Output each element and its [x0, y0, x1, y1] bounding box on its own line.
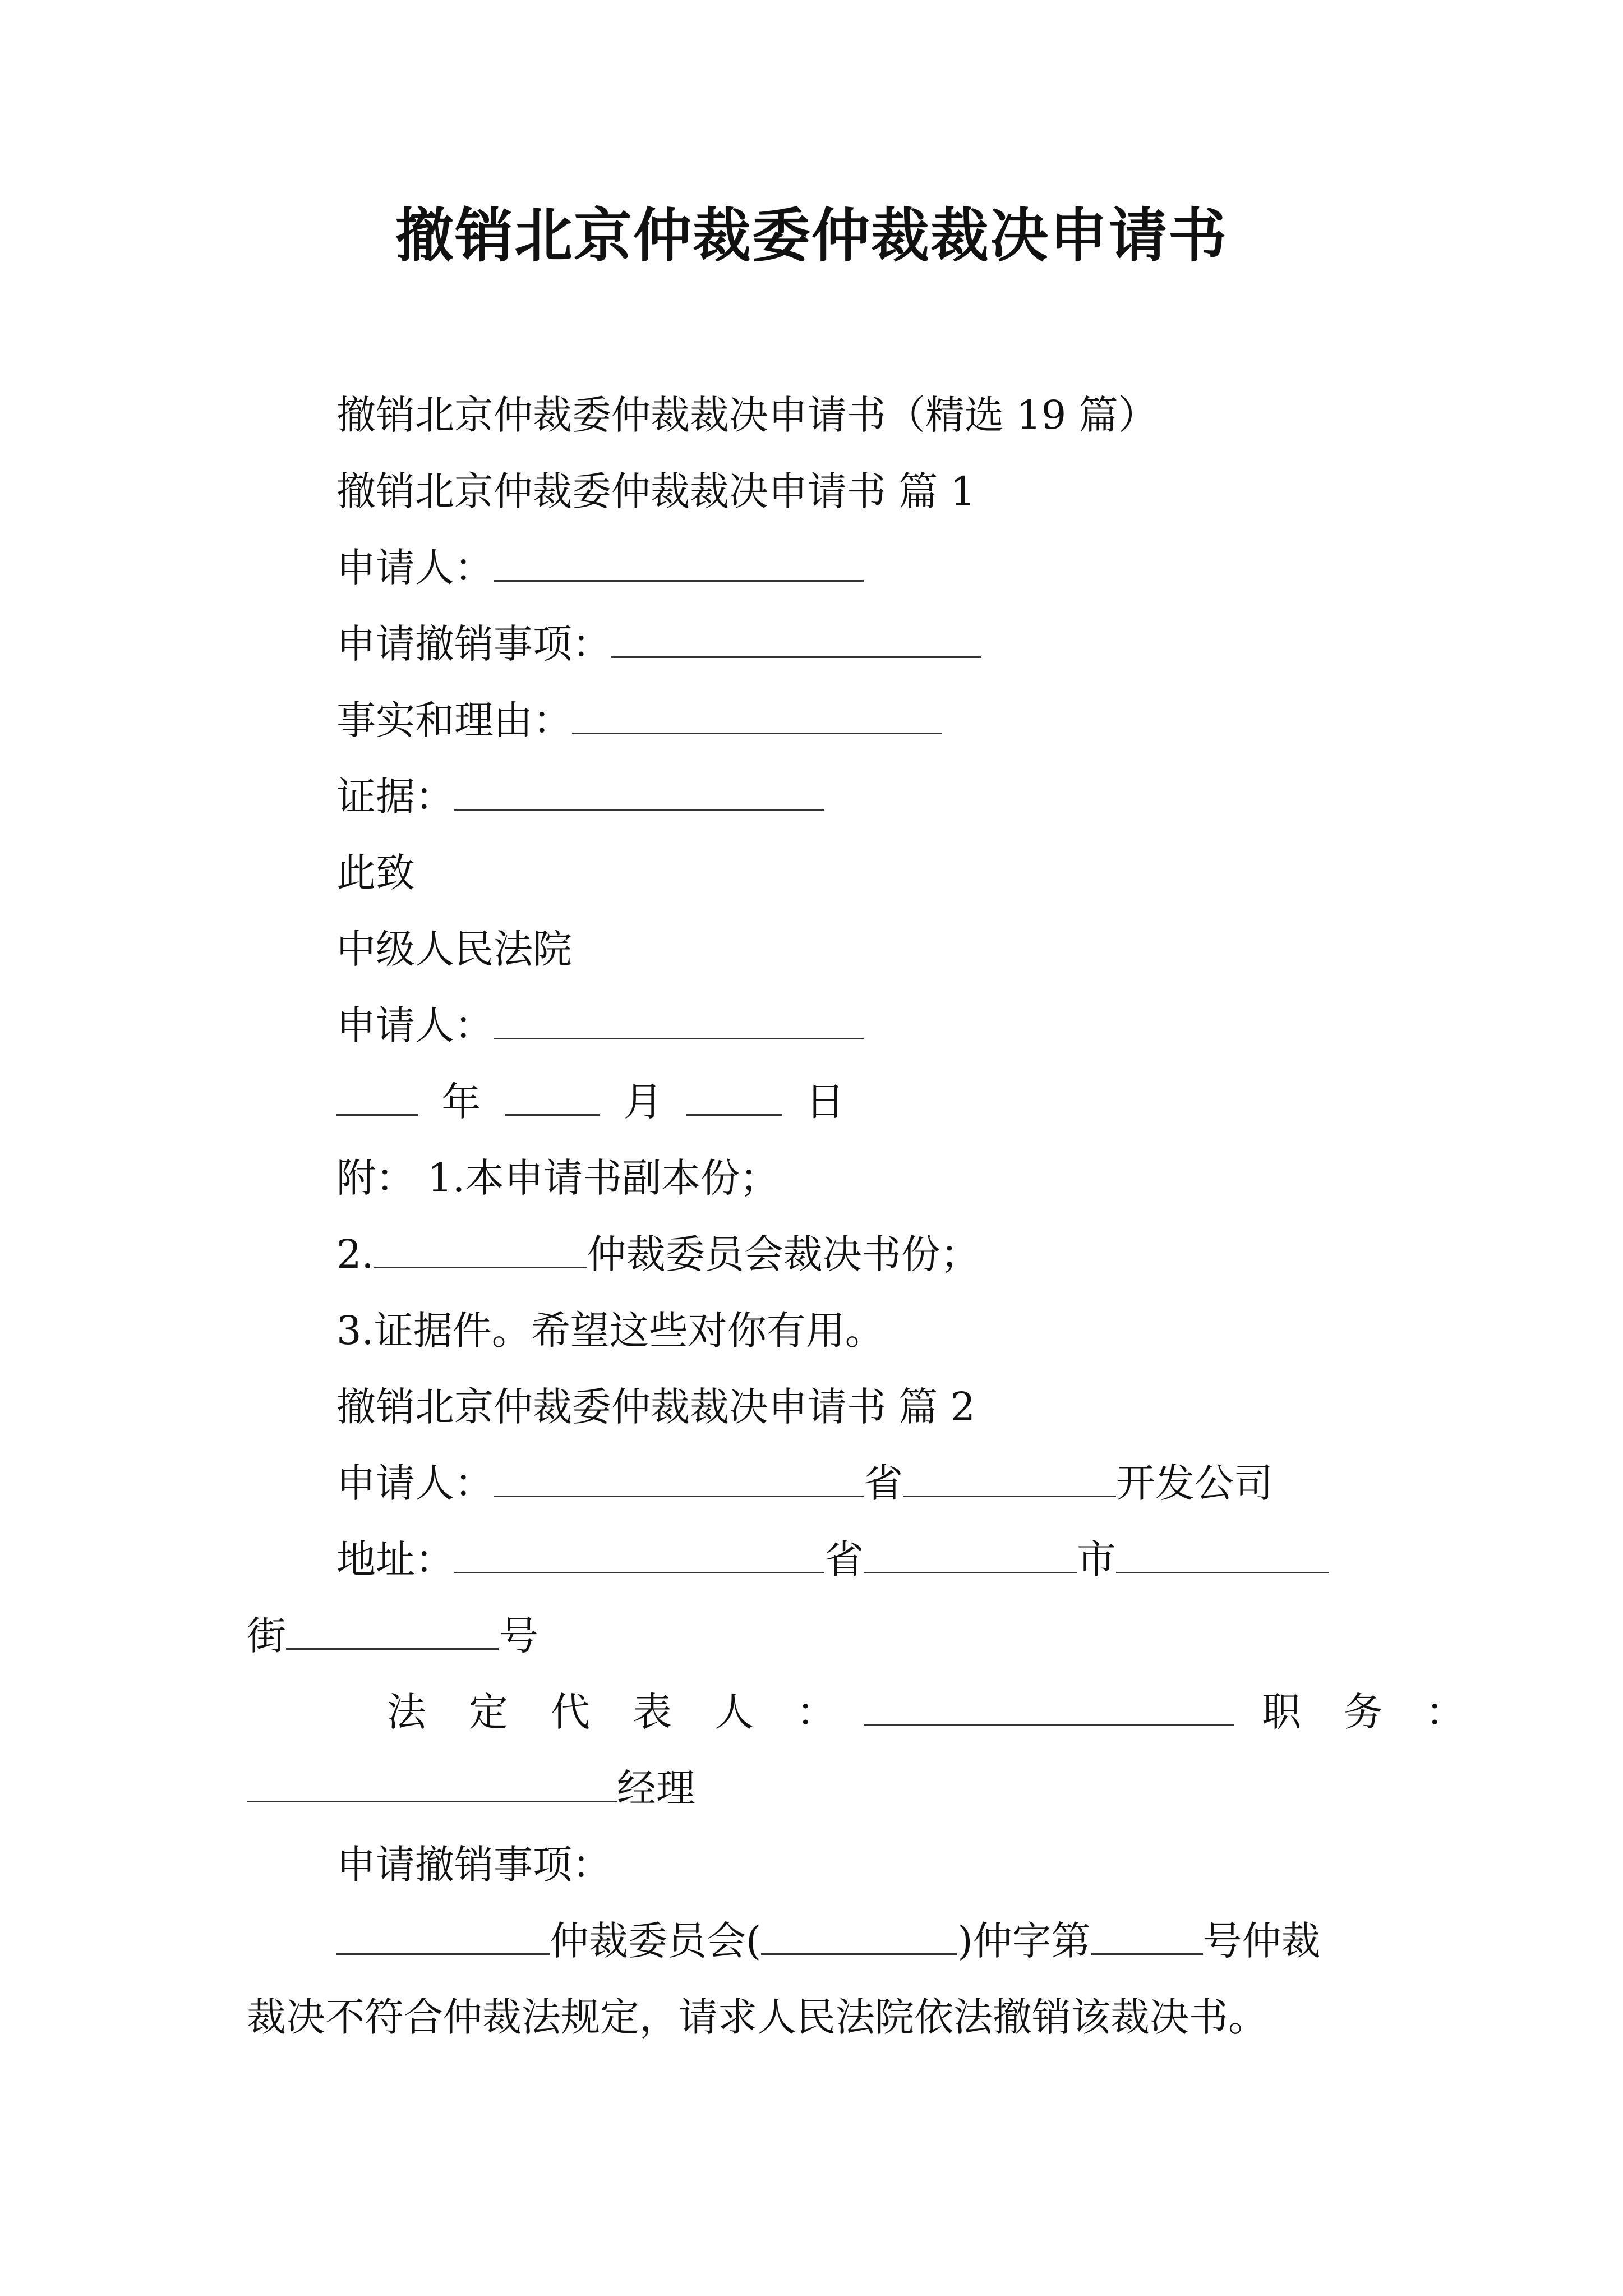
- attachment-2-blank: [374, 1226, 587, 1268]
- s2-street-label: 街: [247, 1613, 286, 1659]
- revoke-items-label: 申请撤销事项：: [336, 621, 611, 667]
- s2-applicant-row: [336, 1455, 1273, 1511]
- s2-manager-row: [247, 1760, 695, 1816]
- s2-position-label: [1262, 1684, 1465, 1740]
- s2-address-province-blank: [864, 1531, 1077, 1573]
- legal-rep-char: 人: [714, 1689, 754, 1735]
- attachment-1: 附： 1.本申请书副本份；: [336, 1155, 780, 1201]
- legal-rep-char: 法: [387, 1689, 426, 1735]
- day-label: 日: [805, 1079, 845, 1125]
- salutation: 此致: [336, 850, 415, 896]
- s2-address-label: 地址：: [336, 1536, 454, 1582]
- s2-street-blank: [286, 1608, 499, 1650]
- s2-arb-number-blank: [1091, 1913, 1203, 1955]
- s2-last-line: 裁决不符合仲裁法规定，请求人民法院依法撤销该裁决书。: [247, 1994, 1267, 2040]
- facts-row: [336, 692, 942, 748]
- s2-address-blank: [454, 1531, 824, 1573]
- s2-street-row: [247, 1608, 538, 1664]
- month-label: 月: [623, 1079, 663, 1125]
- s2-arb-word-no: )仲字第: [957, 1918, 1091, 1964]
- year-label: 年: [441, 1079, 481, 1125]
- position-char: 职: [1262, 1689, 1301, 1735]
- legal-rep-char: 代: [551, 1689, 590, 1735]
- attachment-3: 3.证据件。希望这些对你有用。: [336, 1308, 884, 1354]
- section1-heading: 撤销北京仲裁委仲裁裁决申请书 篇 1: [336, 468, 976, 514]
- applicant-row: [336, 540, 864, 596]
- revoke-items-blank: [611, 616, 981, 658]
- s2-dev-company-label: 开发公司: [1116, 1460, 1273, 1506]
- applicant-sign-label: 申请人：: [336, 1002, 494, 1048]
- s2-arb-number-tail: 号仲裁: [1202, 1918, 1321, 1964]
- s2-address-province: 省: [824, 1536, 864, 1582]
- s2-legal-rep-label: [387, 1684, 864, 1740]
- s2-arb-year-blank: [761, 1913, 957, 1955]
- s2-revoke-items-label: 申请撤销事项：: [336, 1842, 611, 1888]
- evidence-blank: [454, 769, 824, 811]
- year-blank: [336, 1074, 418, 1116]
- date-row: [336, 1074, 856, 1130]
- s2-province-label: 省: [864, 1460, 903, 1506]
- applicant-sign-blank: [494, 997, 864, 1039]
- s2-legal-rep-blank: [864, 1684, 1234, 1726]
- applicant-blank: [494, 540, 864, 582]
- s2-address-row: [336, 1531, 1329, 1588]
- applicant-label: 申请人：: [336, 545, 494, 591]
- s2-address-city: 市: [1077, 1536, 1116, 1582]
- s2-applicant-blank: [494, 1455, 864, 1497]
- evidence-label: 证据：: [336, 774, 454, 820]
- s2-applicant-label: 申请人：: [336, 1460, 494, 1506]
- attachment-2-row: [336, 1226, 980, 1282]
- document-title: 撤销北京仲裁委仲裁裁决申请书: [395, 201, 1228, 270]
- day-blank: [686, 1074, 782, 1116]
- legal-rep-char: ：: [796, 1689, 836, 1735]
- s2-address-city-blank: [1116, 1531, 1329, 1573]
- legal-rep-char: 定: [469, 1689, 508, 1735]
- s2-arb-committee-blank: [336, 1913, 550, 1955]
- s2-manager-label: 经理: [617, 1765, 695, 1811]
- s2-arb-committee-label: 仲裁委员会(: [550, 1918, 762, 1964]
- legal-rep-char: 表: [633, 1689, 672, 1735]
- document-subtitle: 撤销北京仲裁委仲裁裁决申请书（精选 19 篇）: [336, 392, 1158, 438]
- s2-arb-row: [336, 1913, 1321, 1969]
- facts-blank: [572, 692, 942, 734]
- revoke-items-row: [336, 616, 981, 672]
- s2-legal-rep-row: [387, 1684, 1465, 1740]
- attachment-2-suffix: 仲裁委员会裁决书份；: [587, 1231, 980, 1277]
- position-char: ：: [1426, 1689, 1465, 1735]
- month-blank: [505, 1074, 600, 1116]
- evidence-row: [336, 769, 824, 825]
- s2-province-blank: [903, 1455, 1116, 1497]
- attachment-2-prefix: 2.: [336, 1231, 374, 1277]
- position-char: 务: [1344, 1689, 1383, 1735]
- s2-number-label: 号: [499, 1613, 538, 1659]
- section2-heading: 撤销北京仲裁委仲裁裁决申请书 篇 2: [336, 1384, 976, 1430]
- applicant-sign-row: [336, 997, 864, 1053]
- s2-position-blank: [247, 1760, 617, 1802]
- court-name: 中级人民法院: [336, 926, 572, 972]
- facts-label: 事实和理由：: [336, 697, 572, 743]
